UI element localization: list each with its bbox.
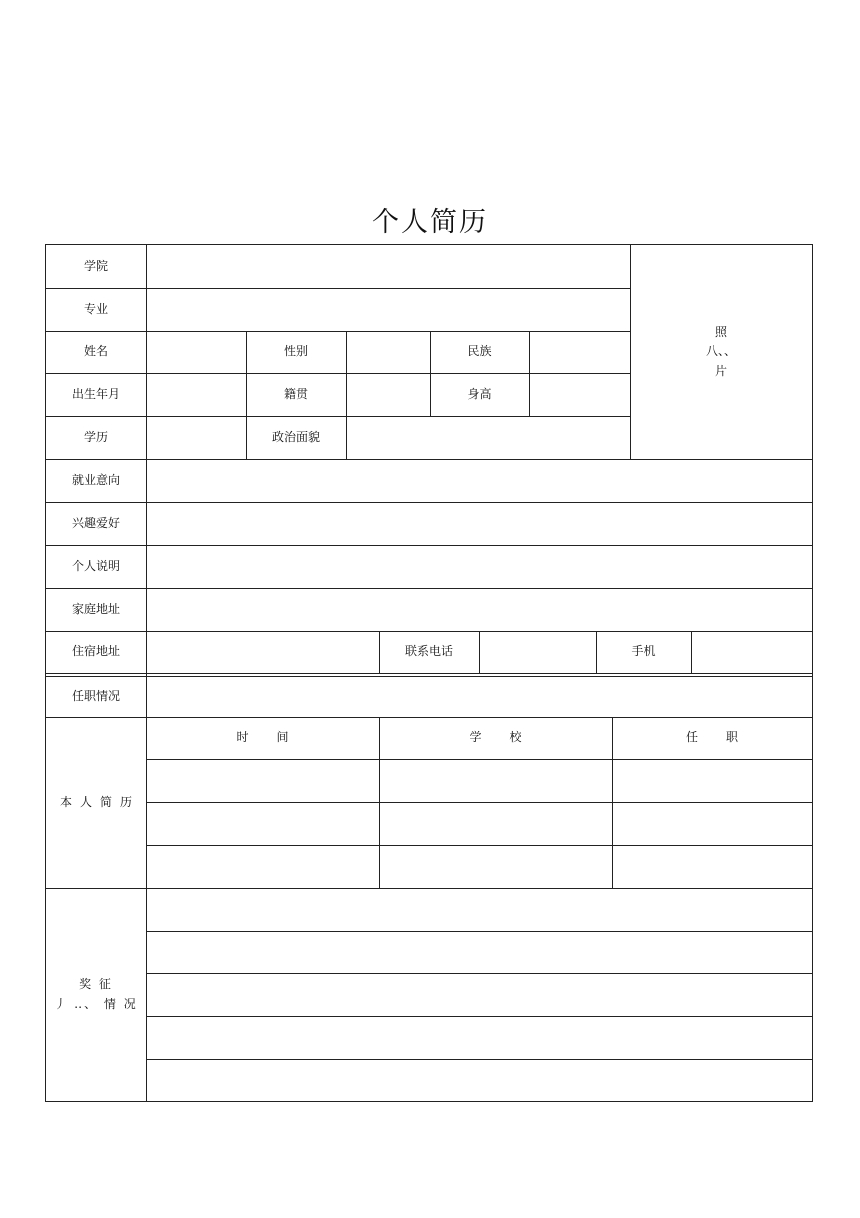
label-name: 姓名 <box>83 344 108 359</box>
resume-position-cell[interactable] <box>613 760 812 801</box>
native-place-input[interactable] <box>347 374 429 415</box>
award-row[interactable] <box>147 932 812 972</box>
award-row[interactable] <box>147 974 812 1015</box>
resume-school-cell[interactable] <box>380 803 611 844</box>
label-job-intention: 就业意向 <box>71 472 120 487</box>
award-row[interactable] <box>147 1060 812 1100</box>
photo-label-line2: 八、、 <box>705 344 736 359</box>
label-home-address: 家庭地址 <box>71 601 120 616</box>
label-positions: 任职情况 <box>71 688 120 703</box>
label-gender: 性别 <box>283 344 308 359</box>
label-political-status: 政治面貌 <box>271 429 320 444</box>
resume-school-cell[interactable] <box>380 760 611 801</box>
birth-date-input[interactable] <box>147 374 245 415</box>
label-hobbies: 兴趣爱好 <box>71 515 120 530</box>
contact-phone-input[interactable] <box>480 632 595 672</box>
hobbies-input[interactable] <box>147 503 812 544</box>
label-education: 学历 <box>83 429 108 444</box>
major-input[interactable] <box>147 289 629 330</box>
home-address-input[interactable] <box>147 589 812 630</box>
page-title: 个人简历 <box>372 207 488 238</box>
label-native-place: 籍贯 <box>283 386 308 401</box>
education-input[interactable] <box>147 417 245 458</box>
label-contact-phone: 联系电话 <box>404 644 453 659</box>
college-input[interactable] <box>147 246 629 287</box>
awards-label-line1: 奖 征 <box>79 977 113 992</box>
gender-input[interactable] <box>347 332 429 372</box>
resume-header-position: 任职 <box>685 730 766 745</box>
name-input[interactable] <box>147 332 245 372</box>
resume-time-cell[interactable] <box>147 760 378 801</box>
resume-position-cell[interactable] <box>613 846 812 887</box>
award-row[interactable] <box>147 889 812 930</box>
job-intention-input[interactable] <box>147 460 812 501</box>
label-height: 身高 <box>467 386 492 401</box>
political-status-input[interactable] <box>347 417 629 458</box>
resume-time-cell[interactable] <box>147 803 378 844</box>
award-row[interactable] <box>147 1017 812 1058</box>
label-major: 专业 <box>83 301 108 316</box>
label-ethnicity: 民族 <box>467 344 492 359</box>
resume-form <box>45 244 813 1102</box>
dorm-address-input[interactable] <box>147 632 378 672</box>
photo-label-line1: 照 <box>714 325 727 340</box>
resume-position-cell[interactable] <box>613 803 812 844</box>
resume-header-school: 学校 <box>469 730 550 745</box>
label-mobile: 手机 <box>631 644 656 659</box>
label-awards <box>46 888 146 1101</box>
label-college: 学院 <box>83 258 108 273</box>
mobile-input[interactable] <box>692 632 812 672</box>
positions-input[interactable] <box>147 677 812 716</box>
label-resume-section: 本人简历 <box>59 794 140 809</box>
height-input[interactable] <box>530 374 629 415</box>
label-dorm-address: 住宿地址 <box>71 644 120 659</box>
personal-statement-input[interactable] <box>147 546 812 587</box>
photo-label-line3: 片 <box>714 363 727 378</box>
resume-header-time: 时间 <box>236 730 317 745</box>
resume-time-cell[interactable] <box>147 846 378 887</box>
label-birth-date: 出生年月 <box>71 386 120 401</box>
ethnicity-input[interactable] <box>530 332 629 372</box>
label-personal-statement: 个人说明 <box>71 558 120 573</box>
awards-label-line2: 丿 ‥、 情 况 <box>54 996 138 1011</box>
photo-area[interactable] <box>630 245 812 459</box>
resume-school-cell[interactable] <box>380 846 611 887</box>
